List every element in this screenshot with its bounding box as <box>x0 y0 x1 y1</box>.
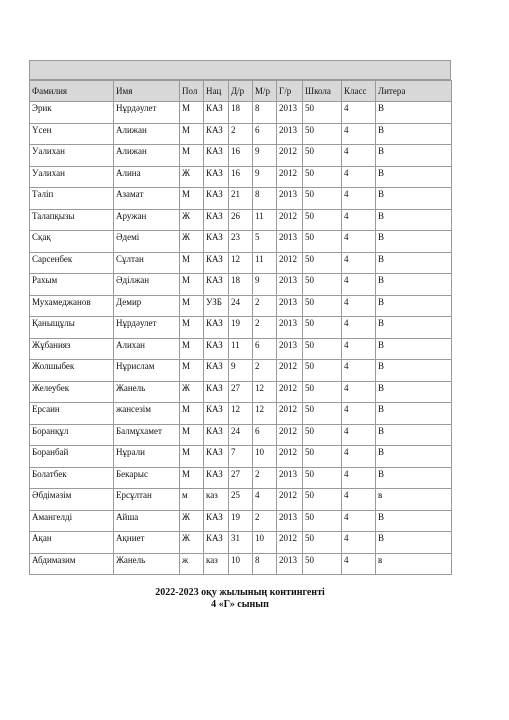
cell-gender: М <box>180 123 204 145</box>
cell-class: 4 <box>342 188 376 210</box>
cell-name: Нұрдәулет <box>114 102 180 124</box>
cell-gender: Ж <box>180 532 204 554</box>
cell-nationality: КАЗ <box>204 510 229 532</box>
cell-birth-year: 2012 <box>277 489 303 511</box>
cell-birth-day: 19 <box>229 317 253 339</box>
cell-gender: М <box>180 338 204 360</box>
cell-letter: В <box>376 145 452 167</box>
table-row <box>30 532 452 554</box>
cell-surname: Рахым <box>30 274 114 296</box>
cell-class: 4 <box>342 231 376 253</box>
cell-school: 50 <box>303 510 342 532</box>
cell-birth-day: 24 <box>229 295 253 317</box>
table-row <box>30 166 452 188</box>
cell-letter: В <box>376 317 452 339</box>
cell-gender: М <box>180 317 204 339</box>
cell-name: Нұрислам <box>114 360 180 382</box>
cell-birth-day: 19 <box>229 510 253 532</box>
caption-academic-year: 2022-2023 оқу жылының контингенті <box>155 587 325 598</box>
cell-birth-day: 9 <box>229 360 253 382</box>
table-top-band <box>29 60 451 80</box>
cell-birth-year: 2012 <box>277 145 303 167</box>
cell-class: 4 <box>342 360 376 382</box>
cell-letter: В <box>376 209 452 231</box>
cell-letter: В <box>376 102 452 124</box>
cell-birth-month: 2 <box>253 317 277 339</box>
cell-name: Демир <box>114 295 180 317</box>
cell-birth-day: 12 <box>229 252 253 274</box>
table-row <box>30 338 452 360</box>
cell-birth-day: 12 <box>229 403 253 425</box>
cell-gender: Ж <box>180 381 204 403</box>
cell-name: Әдемі <box>114 231 180 253</box>
cell-name: Аружан <box>114 209 180 231</box>
cell-nationality: УЗБ <box>204 295 229 317</box>
cell-birth-day: 18 <box>229 274 253 296</box>
cell-class: 4 <box>342 102 376 124</box>
cell-gender: М <box>180 467 204 489</box>
cell-birth-day: 27 <box>229 467 253 489</box>
cell-birth-year: 2012 <box>277 424 303 446</box>
cell-surname: Боранбай <box>30 446 114 468</box>
cell-birth-month: 12 <box>253 381 277 403</box>
cell-nationality: каз <box>204 489 229 511</box>
cell-surname: Уалихан <box>30 145 114 167</box>
cell-class: 4 <box>342 489 376 511</box>
cell-surname: Тәліп <box>30 188 114 210</box>
cell-birth-year: 2013 <box>277 338 303 360</box>
column-header-letter: Литера <box>376 81 452 102</box>
cell-surname: Талапқызы <box>30 209 114 231</box>
cell-surname: Желеубек <box>30 381 114 403</box>
column-header-surname: Фамилия <box>30 81 114 102</box>
cell-class: 4 <box>342 274 376 296</box>
cell-letter: В <box>376 510 452 532</box>
table-row <box>30 209 452 231</box>
cell-birth-month: 6 <box>253 123 277 145</box>
cell-birth-month: 8 <box>253 553 277 575</box>
cell-birth-year: 2013 <box>277 553 303 575</box>
cell-birth-month: 10 <box>253 446 277 468</box>
cell-gender: М <box>180 295 204 317</box>
cell-letter: в <box>376 553 452 575</box>
cell-gender: М <box>180 102 204 124</box>
cell-birth-day: 2 <box>229 123 253 145</box>
cell-birth-year: 2013 <box>277 295 303 317</box>
cell-birth-month: 10 <box>253 532 277 554</box>
cell-letter: В <box>376 446 452 468</box>
cell-birth-month: 4 <box>253 489 277 511</box>
cell-name: Жанель <box>114 553 180 575</box>
cell-class: 4 <box>342 209 376 231</box>
student-roster-table <box>29 80 452 575</box>
cell-surname: Қаныщұлы <box>30 317 114 339</box>
cell-birth-day: 11 <box>229 338 253 360</box>
cell-nationality: КАЗ <box>204 209 229 231</box>
cell-class: 4 <box>342 123 376 145</box>
cell-name: Ақниет <box>114 532 180 554</box>
cell-birth-day: 18 <box>229 102 253 124</box>
cell-nationality: КАЗ <box>204 403 229 425</box>
cell-surname: Уалихан <box>30 166 114 188</box>
cell-birth-month: 11 <box>253 209 277 231</box>
table-row <box>30 446 452 468</box>
cell-birth-year: 2012 <box>277 252 303 274</box>
cell-class: 4 <box>342 252 376 274</box>
cell-surname: Абдимазим <box>30 553 114 575</box>
table-row <box>30 317 452 339</box>
cell-letter: В <box>376 231 452 253</box>
cell-school: 50 <box>303 252 342 274</box>
table-row <box>30 403 452 425</box>
cell-class: 4 <box>342 446 376 468</box>
cell-surname: Үсен <box>30 123 114 145</box>
table-row <box>30 381 452 403</box>
cell-birth-day: 7 <box>229 446 253 468</box>
cell-letter: В <box>376 360 452 382</box>
cell-school: 50 <box>303 424 342 446</box>
cell-surname: Жолшыбек <box>30 360 114 382</box>
cell-birth-month: 5 <box>253 231 277 253</box>
cell-gender: Ж <box>180 209 204 231</box>
cell-letter: В <box>376 252 452 274</box>
cell-class: 4 <box>342 532 376 554</box>
cell-class: 4 <box>342 553 376 575</box>
table-header-row <box>30 81 452 102</box>
table-body <box>30 102 452 575</box>
cell-birth-day: 24 <box>229 424 253 446</box>
cell-birth-year: 2013 <box>277 231 303 253</box>
cell-birth-year: 2012 <box>277 381 303 403</box>
cell-school: 50 <box>303 145 342 167</box>
cell-surname: Болатбек <box>30 467 114 489</box>
cell-class: 4 <box>342 166 376 188</box>
cell-birth-year: 2013 <box>277 102 303 124</box>
cell-class: 4 <box>342 295 376 317</box>
table-row <box>30 424 452 446</box>
column-header-birth-year: Г/р <box>277 81 303 102</box>
cell-class: 4 <box>342 467 376 489</box>
cell-school: 50 <box>303 231 342 253</box>
cell-birth-day: 31 <box>229 532 253 554</box>
cell-name: Алина <box>114 166 180 188</box>
cell-school: 50 <box>303 553 342 575</box>
cell-school: 50 <box>303 166 342 188</box>
cell-birth-day: 21 <box>229 188 253 210</box>
cell-letter: в <box>376 489 452 511</box>
cell-letter: В <box>376 424 452 446</box>
table-row <box>30 489 452 511</box>
cell-birth-month: 8 <box>253 188 277 210</box>
column-header-name: Имя <box>114 81 180 102</box>
cell-nationality: КАЗ <box>204 317 229 339</box>
cell-birth-year: 2013 <box>277 188 303 210</box>
cell-nationality: КАЗ <box>204 145 229 167</box>
cell-gender: М <box>180 274 204 296</box>
cell-name: Айша <box>114 510 180 532</box>
cell-birth-year: 2013 <box>277 274 303 296</box>
table-row <box>30 510 452 532</box>
cell-gender: М <box>180 188 204 210</box>
cell-letter: В <box>376 467 452 489</box>
cell-school: 50 <box>303 338 342 360</box>
cell-letter: В <box>376 188 452 210</box>
cell-school: 50 <box>303 274 342 296</box>
cell-birth-year: 2013 <box>277 510 303 532</box>
cell-surname: Ерсаин <box>30 403 114 425</box>
cell-nationality: КАЗ <box>204 274 229 296</box>
cell-name: Нұрали <box>114 446 180 468</box>
column-header-gender: Пол <box>180 81 204 102</box>
cell-gender: Ж <box>180 510 204 532</box>
cell-name: Азамат <box>114 188 180 210</box>
cell-birth-day: 27 <box>229 381 253 403</box>
cell-birth-month: 9 <box>253 274 277 296</box>
cell-name: Нұрдәулет <box>114 317 180 339</box>
cell-letter: В <box>376 274 452 296</box>
cell-gender: М <box>180 446 204 468</box>
cell-school: 50 <box>303 446 342 468</box>
cell-school: 50 <box>303 295 342 317</box>
cell-class: 4 <box>342 381 376 403</box>
cell-gender: ж <box>180 553 204 575</box>
cell-nationality: КАЗ <box>204 231 229 253</box>
cell-birth-year: 2012 <box>277 446 303 468</box>
caption-class: 4 «Г» сынып <box>211 599 269 610</box>
cell-letter: В <box>376 381 452 403</box>
cell-school: 50 <box>303 532 342 554</box>
cell-gender: М <box>180 145 204 167</box>
table-row <box>30 188 452 210</box>
cell-surname: Мухамеджанов <box>30 295 114 317</box>
cell-gender: М <box>180 252 204 274</box>
cell-surname: Эрик <box>30 102 114 124</box>
cell-birth-day: 25 <box>229 489 253 511</box>
cell-class: 4 <box>342 403 376 425</box>
cell-surname: Әбдімәзім <box>30 489 114 511</box>
table-row <box>30 123 452 145</box>
cell-school: 50 <box>303 360 342 382</box>
cell-nationality: КАЗ <box>204 381 229 403</box>
cell-surname: Жұбанияз <box>30 338 114 360</box>
cell-birth-year: 2013 <box>277 317 303 339</box>
cell-birth-year: 2012 <box>277 403 303 425</box>
cell-name: жансезім <box>114 403 180 425</box>
cell-name: Алижан <box>114 123 180 145</box>
cell-nationality: каз <box>204 553 229 575</box>
cell-name: Сұлтан <box>114 252 180 274</box>
cell-nationality: КАЗ <box>204 467 229 489</box>
cell-birth-year: 2012 <box>277 532 303 554</box>
table-row <box>30 231 452 253</box>
column-header-school: Школа <box>303 81 342 102</box>
cell-letter: В <box>376 403 452 425</box>
cell-school: 50 <box>303 467 342 489</box>
cell-birth-year: 2012 <box>277 166 303 188</box>
cell-school: 50 <box>303 381 342 403</box>
cell-gender: Ж <box>180 166 204 188</box>
cell-birth-month: 9 <box>253 166 277 188</box>
cell-letter: В <box>376 123 452 145</box>
cell-name: Алихан <box>114 338 180 360</box>
table-row <box>30 145 452 167</box>
cell-letter: В <box>376 295 452 317</box>
cell-gender: Ж <box>180 231 204 253</box>
cell-name: Ерсұлтан <box>114 489 180 511</box>
table-row <box>30 274 452 296</box>
cell-name: Балмұхамет <box>114 424 180 446</box>
cell-birth-month: 2 <box>253 360 277 382</box>
cell-letter: В <box>376 166 452 188</box>
cell-class: 4 <box>342 424 376 446</box>
cell-surname: Сқақ <box>30 231 114 253</box>
cell-nationality: КАЗ <box>204 166 229 188</box>
cell-birth-day: 10 <box>229 553 253 575</box>
cell-birth-year: 2013 <box>277 467 303 489</box>
cell-surname: Амангелді <box>30 510 114 532</box>
cell-nationality: КАЗ <box>204 252 229 274</box>
cell-birth-month: 6 <box>253 424 277 446</box>
cell-nationality: КАЗ <box>204 360 229 382</box>
cell-nationality: КАЗ <box>204 532 229 554</box>
cell-name: Алижан <box>114 145 180 167</box>
cell-school: 50 <box>303 123 342 145</box>
cell-birth-month: 2 <box>253 510 277 532</box>
cell-school: 50 <box>303 102 342 124</box>
cell-class: 4 <box>342 510 376 532</box>
cell-letter: В <box>376 532 452 554</box>
cell-gender: М <box>180 360 204 382</box>
cell-birth-month: 8 <box>253 102 277 124</box>
cell-class: 4 <box>342 317 376 339</box>
cell-birth-month: 12 <box>253 403 277 425</box>
cell-nationality: КАЗ <box>204 188 229 210</box>
cell-school: 50 <box>303 188 342 210</box>
cell-birth-day: 16 <box>229 166 253 188</box>
cell-letter: В <box>376 338 452 360</box>
cell-birth-day: 26 <box>229 209 253 231</box>
cell-birth-month: 9 <box>253 145 277 167</box>
column-header-class: Класс <box>342 81 376 102</box>
column-header-nationality: Нац <box>204 81 229 102</box>
cell-birth-month: 2 <box>253 295 277 317</box>
table-row <box>30 553 452 575</box>
cell-surname: Боранқұл <box>30 424 114 446</box>
cell-nationality: КАЗ <box>204 123 229 145</box>
cell-birth-year: 2012 <box>277 360 303 382</box>
cell-gender: м <box>180 489 204 511</box>
cell-birth-month: 2 <box>253 467 277 489</box>
cell-surname: Сарсенбек <box>30 252 114 274</box>
table-row <box>30 467 452 489</box>
column-header-birth-day: Д/р <box>229 81 253 102</box>
cell-nationality: КАЗ <box>204 338 229 360</box>
cell-birth-day: 16 <box>229 145 253 167</box>
cell-school: 50 <box>303 317 342 339</box>
cell-school: 50 <box>303 403 342 425</box>
table-row <box>30 360 452 382</box>
cell-surname: Ақан <box>30 532 114 554</box>
cell-school: 50 <box>303 209 342 231</box>
cell-nationality: КАЗ <box>204 446 229 468</box>
table-row <box>30 102 452 124</box>
cell-school: 50 <box>303 489 342 511</box>
cell-nationality: КАЗ <box>204 102 229 124</box>
cell-gender: М <box>180 403 204 425</box>
cell-birth-month: 11 <box>253 252 277 274</box>
column-header-birth-month: М/р <box>253 81 277 102</box>
cell-name: Жанель <box>114 381 180 403</box>
cell-birth-month: 6 <box>253 338 277 360</box>
cell-class: 4 <box>342 338 376 360</box>
cell-birth-day: 23 <box>229 231 253 253</box>
cell-gender: М <box>180 424 204 446</box>
table-row <box>30 295 452 317</box>
cell-birth-year: 2013 <box>277 123 303 145</box>
cell-name: Бекарыс <box>114 467 180 489</box>
cell-nationality: КАЗ <box>204 424 229 446</box>
cell-birth-year: 2012 <box>277 209 303 231</box>
table-row <box>30 252 452 274</box>
cell-class: 4 <box>342 145 376 167</box>
cell-name: Әділжан <box>114 274 180 296</box>
